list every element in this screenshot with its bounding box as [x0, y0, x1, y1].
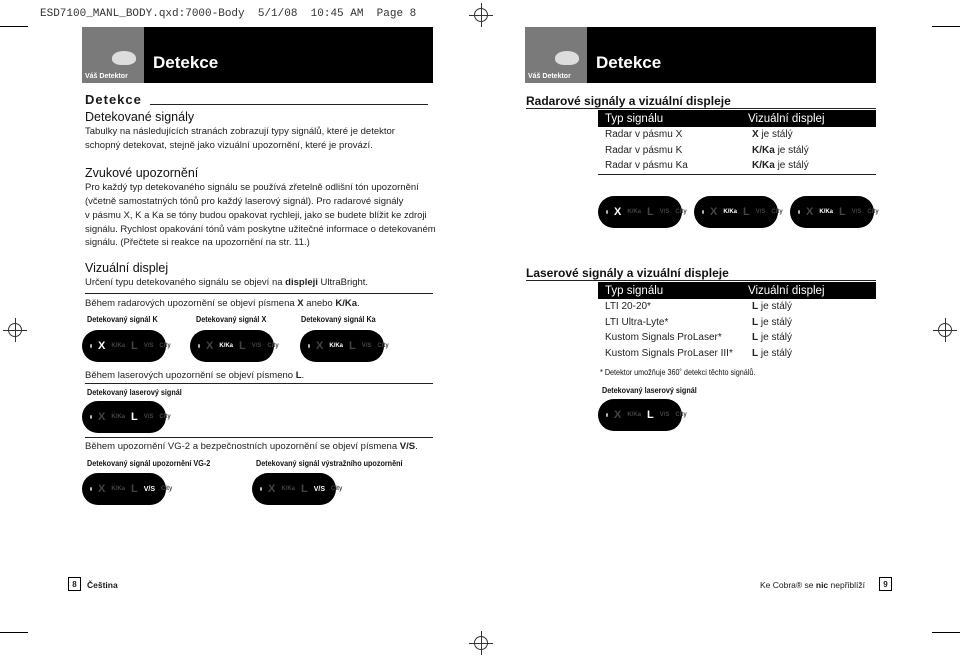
- symbol-x: X: [98, 411, 106, 423]
- power-dot: [90, 415, 92, 419]
- symbol-v: V/S: [659, 209, 670, 215]
- signal-cell: Kustom Signals ProLaser III*: [605, 347, 733, 359]
- registration-mark: [474, 636, 488, 650]
- registration-mark: [938, 323, 952, 337]
- symbol-v: V/S: [251, 343, 262, 349]
- symbol-city: City: [675, 412, 687, 418]
- display-radar-k: [694, 196, 783, 228]
- symbol-x: X: [614, 409, 622, 421]
- power-dot: [606, 413, 608, 417]
- print-header: ESD7100_MANL_BODY.qxd:7000-Body 5/1/08 10:45 AM Page 8: [40, 8, 417, 20]
- crop-mark: [0, 26, 28, 27]
- symbol-v: V/S: [659, 412, 670, 418]
- symbol-v: V/S: [755, 209, 766, 215]
- audio-alert-line-1: Pro každý typ detekovaného signálu se používá zřetelně odlišní tón upozornění: [85, 182, 419, 193]
- right-bar-title: Detekce: [596, 53, 662, 72]
- symbol-l: L: [647, 409, 654, 421]
- display-safety: [252, 473, 343, 505]
- symbol-v: V/S: [143, 343, 154, 349]
- signal-cell: Radar v pásmu Ka: [605, 160, 688, 172]
- divider: [150, 104, 428, 105]
- display-vg2: [82, 473, 173, 505]
- radar-section-title: Radarové signály a vizuální displeje: [526, 94, 731, 108]
- power-dot: [606, 210, 608, 214]
- display-cell: L je stálý: [752, 332, 793, 344]
- symbol-k: K/Ka: [111, 343, 126, 349]
- symbol-city: City: [377, 343, 389, 349]
- registration-mark: [8, 323, 22, 337]
- signal-cell: Radar v pásmu K: [605, 144, 683, 156]
- divider: [85, 437, 433, 438]
- caption-k: Detekovaný signál K: [87, 314, 158, 324]
- right-logo-box: [525, 27, 587, 83]
- crop-mark: [0, 632, 28, 633]
- section-title: Detekce: [85, 92, 142, 107]
- right-page-number: 9: [879, 577, 892, 591]
- audio-alert-line-2: (včetně samostatných tónů pro každý laserový signál). Pro radarové signály: [85, 196, 404, 207]
- footnote: * Detektor umožňuje 360˚ detekci těchto signálů.: [600, 367, 756, 377]
- symbol-city: City: [867, 209, 879, 215]
- logo-label: Váš Detektor: [528, 73, 571, 80]
- table-row: [598, 315, 876, 331]
- right-footer-label: Ke Cobra® se nic nepřiblíží: [760, 580, 866, 590]
- symbol-l: L: [743, 206, 750, 218]
- display-cell: L je stálý: [752, 347, 793, 359]
- radar-alert-line: Během radarových upozornění se objeví písmena X anebo K/Ka.: [85, 298, 360, 309]
- display-radar-ka: [790, 196, 879, 228]
- symbol-l: L: [647, 206, 654, 218]
- left-page-number: 8: [68, 577, 81, 591]
- crop-mark: [932, 632, 960, 633]
- symbol-k: K/Ka: [627, 412, 642, 418]
- logo-label: Váš Detektor: [85, 73, 128, 80]
- display-ka: [300, 330, 389, 362]
- col-visual-display: Vizuální displej: [748, 284, 825, 297]
- power-dot: [90, 344, 92, 348]
- col-signal-type: Typ signálu: [605, 112, 664, 125]
- visual-display-title: Vizuální displej: [85, 261, 169, 275]
- symbol-l: L: [131, 483, 138, 495]
- display-radar-x: [598, 196, 687, 228]
- symbol-x: X: [268, 483, 276, 495]
- symbol-v: V/S: [313, 485, 326, 493]
- col-visual-display: Vizuální displej: [748, 112, 825, 125]
- symbol-x: X: [614, 206, 622, 218]
- power-dot: [308, 344, 310, 348]
- symbol-city: City: [331, 486, 343, 492]
- audio-alert-line-5: signálu. (Přečtete si reakce na upozornění na str. 11.): [85, 237, 310, 248]
- display-cell: X je stálý: [752, 129, 793, 141]
- symbol-x: X: [710, 206, 718, 218]
- divider: [526, 108, 876, 109]
- symbol-k: K/Ka: [329, 343, 344, 349]
- symbol-l: L: [349, 340, 356, 352]
- symbol-v: V/S: [143, 485, 156, 493]
- registration-mark: [474, 8, 488, 22]
- caption-laser-right: Detekovaný laserový signál: [602, 385, 697, 395]
- symbol-k: K/Ka: [281, 486, 296, 492]
- left-footer-label: Čeština: [87, 580, 118, 590]
- symbol-l: L: [239, 340, 246, 352]
- detector-icon: [112, 51, 136, 65]
- laser-section-title: Laserové signály a vizuální displeje: [526, 266, 729, 280]
- symbol-l: L: [131, 340, 138, 352]
- divider: [85, 383, 433, 384]
- symbol-l: L: [839, 206, 846, 218]
- symbol-l: L: [131, 411, 138, 423]
- display-laser: [82, 401, 171, 433]
- display-cell: L je stálý: [752, 301, 793, 313]
- symbol-k: K/Ka: [819, 209, 834, 215]
- crop-mark: [932, 26, 960, 27]
- divider: [85, 293, 433, 294]
- display-cell: K/Ka je stálý: [752, 144, 809, 156]
- audio-alert-line-3: v pásmu X, K a Ka se tóny budou opakovat rychleji, jako se budete blížit ke zdroji: [85, 210, 427, 221]
- detector-icon: [555, 51, 579, 65]
- symbol-x: X: [316, 340, 324, 352]
- col-signal-type: Typ signálu: [605, 284, 664, 297]
- signal-cell: Radar v pásmu X: [605, 129, 683, 141]
- display-cell: K/Ka je stálý: [752, 160, 809, 172]
- symbol-k: K/Ka: [111, 486, 126, 492]
- symbol-v: V/S: [851, 209, 862, 215]
- left-logo-box: [82, 27, 144, 83]
- symbol-city: City: [159, 343, 171, 349]
- audio-alert-line-4: signálu. Rychlost opakování tónů vám poskytne užitečné informace o detekovaném: [85, 224, 436, 235]
- radar-table: [598, 127, 876, 174]
- caption-laser: Detekovaný laserový signál: [87, 387, 182, 397]
- table-row: [598, 143, 876, 159]
- table-row: [598, 158, 876, 174]
- power-dot: [702, 210, 704, 214]
- divider: [526, 280, 876, 281]
- symbol-city: City: [267, 343, 279, 349]
- power-dot: [198, 344, 200, 348]
- left-bar-title: Detekce: [153, 53, 219, 72]
- power-dot: [90, 487, 92, 491]
- display-x: [190, 330, 279, 362]
- symbol-city: City: [771, 209, 783, 215]
- symbol-x: X: [98, 340, 106, 352]
- signal-cell: LTI 20-20*: [605, 301, 651, 313]
- symbol-l: L: [301, 483, 308, 495]
- detected-signals-line-1: Tabulky na následujících stranách zobrazují typy signálů, které je detektor: [85, 126, 395, 137]
- symbol-k: K/Ka: [627, 209, 642, 215]
- symbol-x: X: [806, 206, 814, 218]
- laser-alert-line: Během laserových upozornění se objeví písmeno L.: [85, 370, 305, 381]
- caption-x: Detekovaný signál X: [196, 314, 267, 324]
- vg-alert-line: Během upozornění VG-2 a bezpečnostních upozornění se objeví písmena V/S.: [85, 441, 418, 452]
- signal-cell: LTI Ultra-Lyte*: [605, 316, 669, 328]
- radar-table-header: [598, 110, 876, 127]
- laser-table: [598, 299, 876, 361]
- symbol-city: City: [161, 486, 173, 492]
- caption-vg2: Detekovaný signál upozornění VG-2: [87, 458, 211, 468]
- table-row: [598, 299, 876, 315]
- symbol-k: K/Ka: [723, 209, 738, 215]
- signal-cell: Kustom Signals ProLaser*: [605, 332, 722, 344]
- symbol-k: K/Ka: [219, 343, 234, 349]
- detected-signals-title: Detekované signály: [85, 110, 195, 124]
- symbol-k: K/Ka: [111, 414, 126, 420]
- table-row: [598, 330, 876, 346]
- display-k: [82, 330, 171, 362]
- symbol-x: X: [206, 340, 214, 352]
- audio-alert-title: Zvukové upozornění: [85, 166, 199, 180]
- display-cell: L je stálý: [752, 316, 793, 328]
- table-row: [598, 127, 876, 143]
- detected-signals-line-2: schopný detekovat, stejně jako vizuální upozornění, které je provází.: [85, 140, 373, 151]
- laser-table-header: [598, 282, 876, 299]
- display-laser-right: [598, 399, 687, 431]
- power-dot: [260, 487, 262, 491]
- symbol-city: City: [675, 209, 687, 215]
- table-row: [598, 346, 876, 362]
- power-dot: [798, 210, 800, 214]
- symbol-x: X: [98, 483, 106, 495]
- divider: [598, 174, 876, 175]
- symbol-city: City: [159, 414, 171, 420]
- caption-safety: Detekovaný signál výstražního upozornění: [256, 458, 403, 468]
- visual-display-text: Určení typu detekovaného signálu se objeví na displeji UltraBright.: [85, 277, 369, 288]
- caption-ka: Detekovaný signál Ka: [301, 314, 376, 324]
- symbol-v: V/S: [361, 343, 372, 349]
- symbol-v: V/S: [143, 414, 154, 420]
